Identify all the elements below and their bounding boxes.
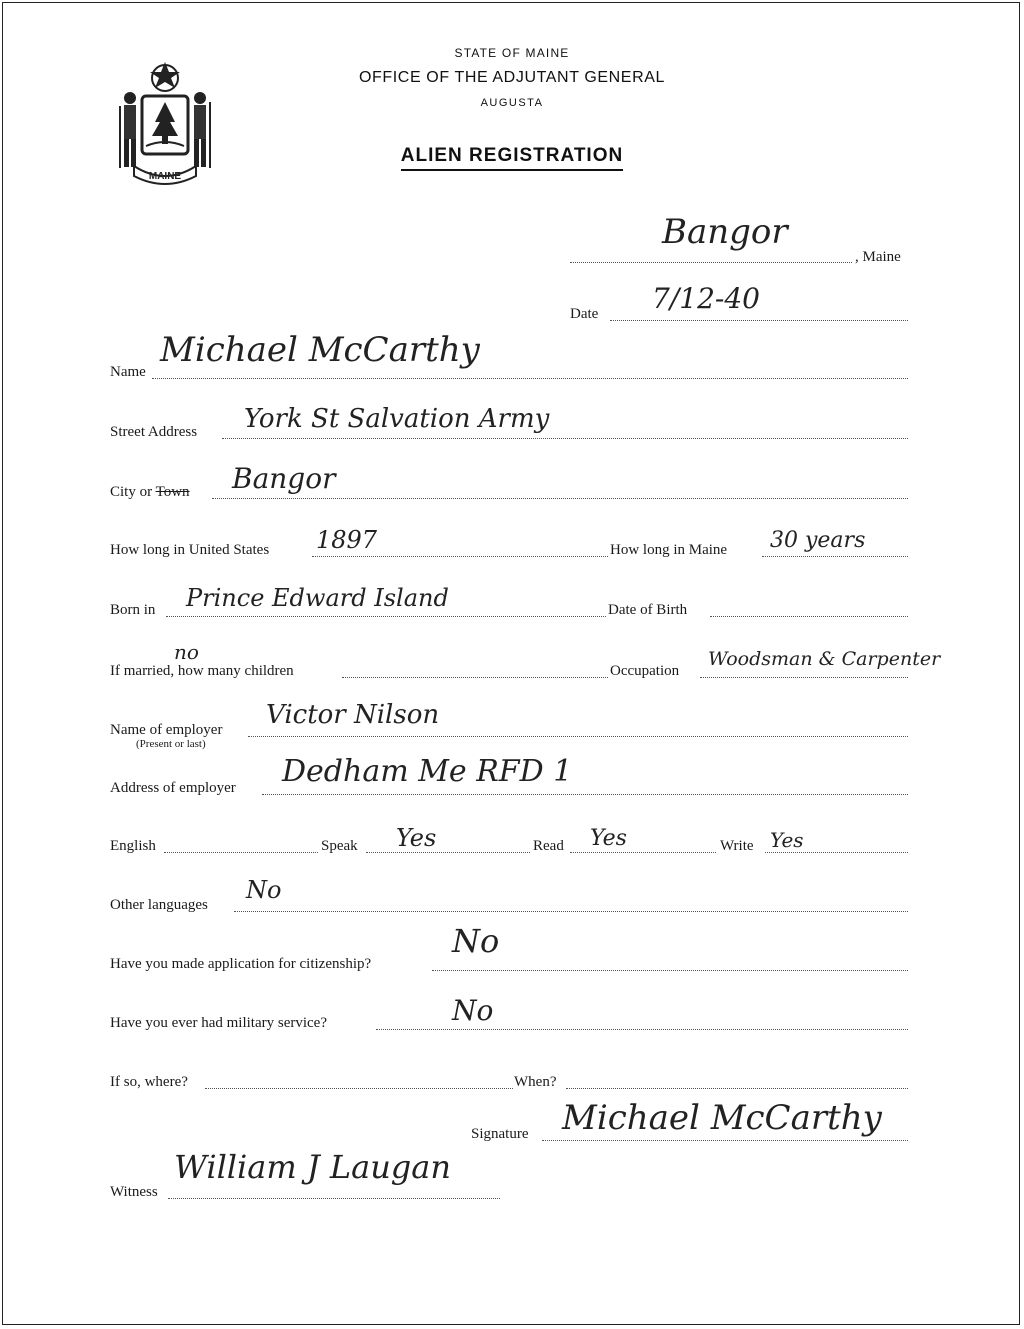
date-line (610, 320, 908, 321)
read-line (570, 852, 716, 853)
citizenship-label: Have you made application for citizenship? (110, 956, 372, 972)
employer-address-value: Dedham Me RFD 1 (282, 754, 573, 789)
speak-value: Yes (396, 824, 437, 852)
employer-label: Name of employer (110, 722, 223, 738)
city-label: City or Town (110, 484, 190, 500)
office-heading: OFFICE OF THE ADJUTANT GENERAL (358, 69, 666, 86)
employer-line (248, 736, 908, 737)
read-label: Read (533, 838, 564, 854)
how-long-us-value: 1897 (316, 526, 378, 554)
other-languages-label: Other languages (110, 897, 208, 913)
how-long-us-line (312, 556, 608, 557)
read-value: Yes (590, 826, 627, 851)
speak-label: Speak (321, 838, 358, 854)
military-label: Have you ever had military service? (110, 1015, 327, 1031)
name-value: Michael McCarthy (160, 330, 480, 370)
born-in-label: Born in (110, 602, 156, 618)
street-label: Street Address (110, 424, 198, 440)
write-line (765, 852, 908, 853)
military-line (376, 1029, 908, 1030)
where-line (205, 1088, 513, 1089)
children-value: no (174, 640, 199, 664)
city-line (212, 498, 908, 499)
street-value: York St Salvation Army (244, 404, 550, 434)
place-line (570, 262, 852, 263)
citizenship-line (432, 970, 908, 971)
speak-line (366, 852, 530, 853)
citizenship-value: No (452, 922, 500, 960)
english-line (164, 852, 318, 853)
maine-label: , Maine (855, 249, 901, 265)
born-in-line (166, 616, 606, 617)
employer-address-line (262, 794, 908, 795)
other-languages-line (234, 911, 908, 912)
married-label: If married, how many children (110, 663, 294, 679)
date-label: Date (570, 306, 599, 322)
military-value: No (452, 994, 494, 1027)
other-languages-value: No (246, 876, 282, 904)
city-heading: AUGUSTA (480, 97, 544, 109)
how-long-maine-label: How long in Maine (610, 542, 728, 558)
occupation-line (700, 677, 908, 678)
occupation-label: Occupation (610, 663, 680, 679)
employer-note: (Present or last) (136, 738, 206, 750)
witness-line (168, 1198, 500, 1199)
form-title: ALIEN REGISTRATION (0, 145, 1024, 167)
place-value: Bangor (662, 212, 788, 252)
seal-lettering: MAINE (148, 171, 182, 182)
date-value: 7/12-40 (652, 282, 760, 315)
witness-label: Witness (110, 1184, 158, 1200)
signature-line (542, 1140, 908, 1141)
how-long-us-label: How long in United States (110, 542, 270, 558)
occupation-value: Woodsman & Carpenter (708, 648, 941, 670)
english-label: English (110, 838, 156, 854)
state-heading: STATE OF MAINE (454, 46, 570, 60)
signature-value: Michael McCarthy (562, 1098, 882, 1138)
write-value: Yes (770, 828, 804, 852)
married-line (342, 677, 608, 678)
dob-label: Date of Birth (608, 602, 688, 618)
city-value: Bangor (232, 462, 336, 495)
where-label: If so, where? (110, 1074, 188, 1090)
street-line (222, 438, 908, 439)
signature-label: Signature (471, 1126, 529, 1142)
employer-value: Victor Nilson (266, 700, 440, 730)
name-line (152, 378, 908, 379)
dob-line (710, 616, 908, 617)
when-label: When? (514, 1074, 557, 1090)
how-long-maine-line (762, 556, 908, 557)
name-label: Name (110, 364, 146, 380)
witness-value: William J Laugan (174, 1148, 451, 1186)
when-line (566, 1088, 908, 1089)
employer-address-label: Address of employer (110, 780, 236, 796)
how-long-maine-value: 30 years (770, 528, 866, 553)
write-label: Write (720, 838, 754, 854)
born-in-value: Prince Edward Island (186, 584, 449, 612)
